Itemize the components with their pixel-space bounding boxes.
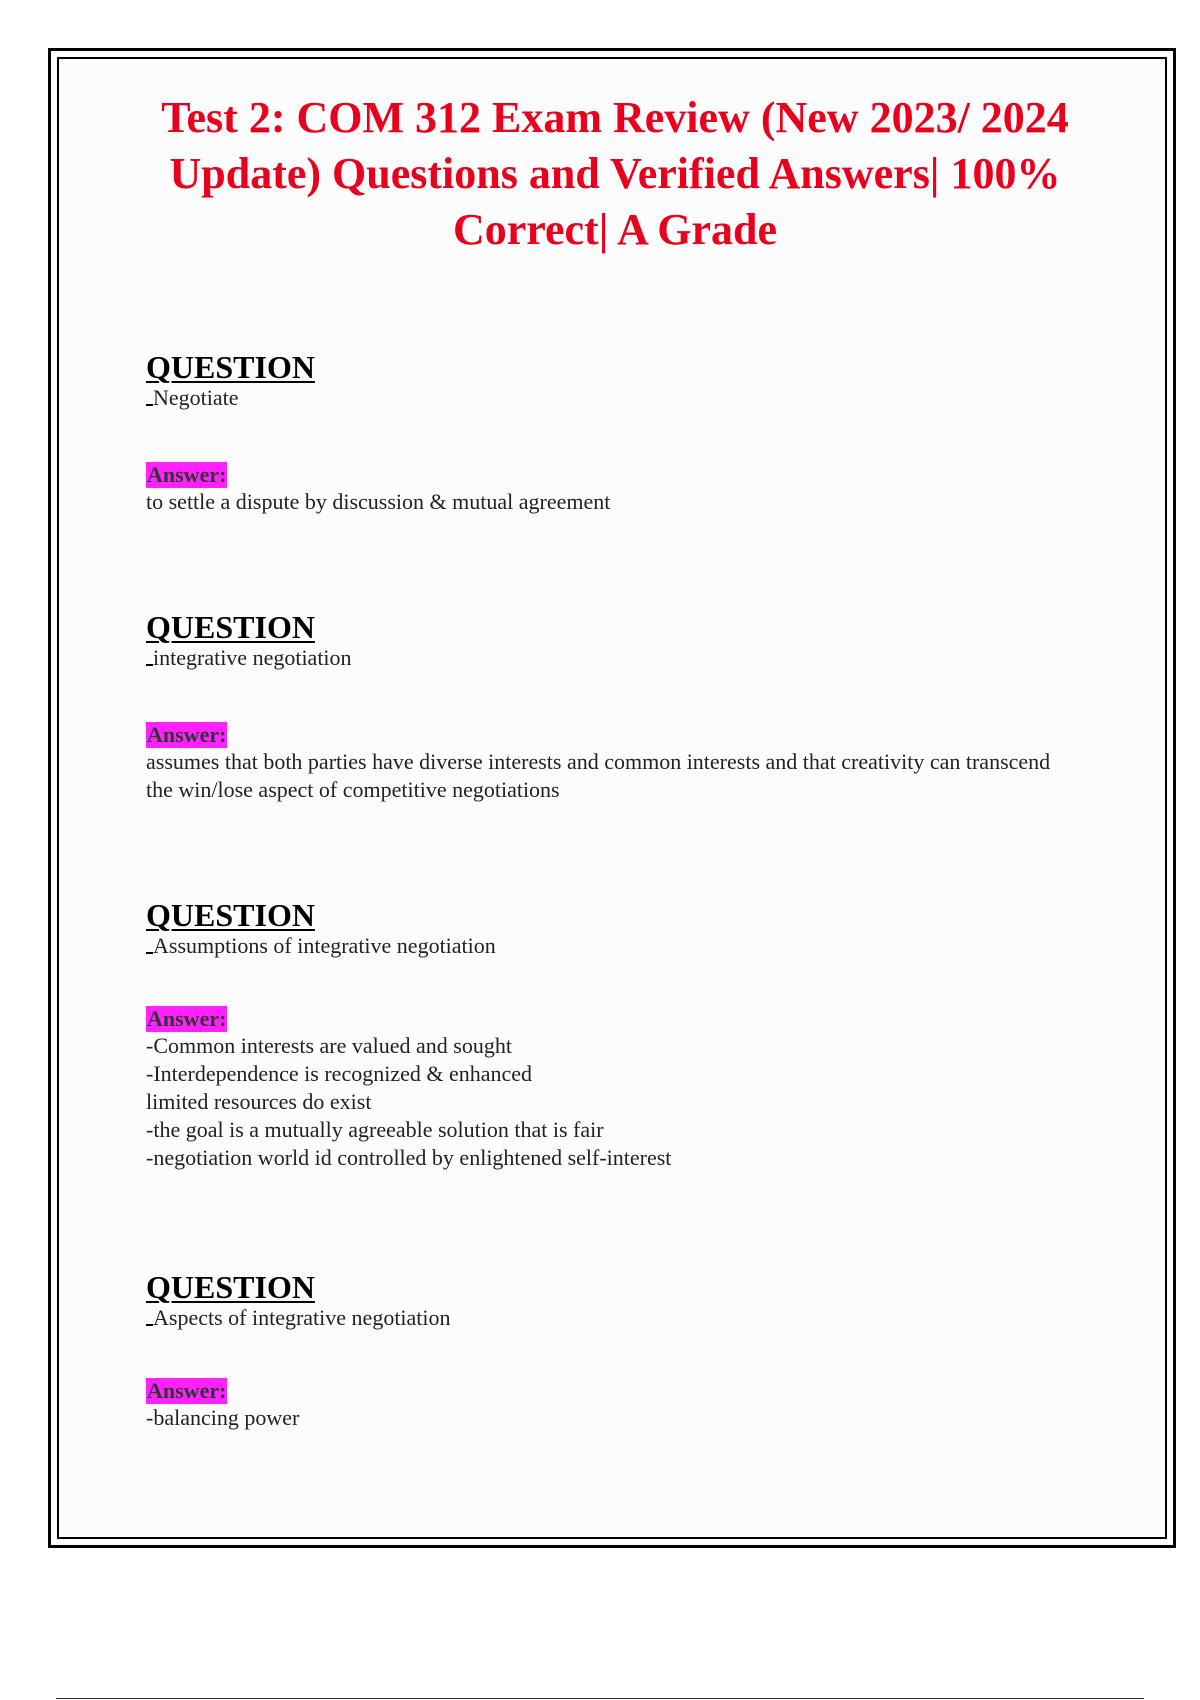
qa-item-2 bbox=[146, 610, 1086, 804]
question-heading: QUESTION bbox=[146, 609, 315, 645]
question-text-row bbox=[146, 384, 1086, 412]
footer-rule bbox=[56, 1698, 1144, 1699]
underscore-marker bbox=[146, 644, 153, 666]
question-text: Aspects of integrative negotiation bbox=[153, 1305, 451, 1330]
answer-line: to settle a dispute by discussion & mutual agreement bbox=[146, 489, 611, 514]
qa-item-3 bbox=[146, 898, 1086, 1172]
question-heading: QUESTION bbox=[146, 1269, 315, 1305]
question-text: Assumptions of integrative negotiation bbox=[153, 933, 496, 958]
answer-line: -the goal is a mutually agreeable solution that is fair bbox=[146, 1117, 604, 1142]
question-text-row bbox=[146, 932, 1086, 960]
answer-text bbox=[146, 748, 1066, 804]
answer-label: Answer: bbox=[147, 462, 227, 487]
answer-line: assumes that both parties have diverse interests and common interests and that creativity can transcend the win/lose aspect of competitive negotiations bbox=[146, 749, 1051, 802]
answer-line: -negotiation world id controlled by enlightened self-interest bbox=[146, 1145, 672, 1170]
answer-label: Answer: bbox=[147, 722, 227, 747]
document-title: Test 2: COM 312 Exam Review (New 2023/ 2024 Update) Questions and Verified Answers| 100% Correct| A Grade bbox=[161, 93, 1069, 254]
underscore-marker bbox=[146, 384, 153, 406]
answer-label: Answer: bbox=[147, 1378, 227, 1403]
question-text-row bbox=[146, 644, 1086, 672]
underscore-marker bbox=[146, 1304, 153, 1326]
answer-text bbox=[146, 488, 1086, 516]
underscore-marker bbox=[146, 932, 153, 954]
answer-text bbox=[146, 1032, 1086, 1172]
qa-item-1 bbox=[146, 350, 1086, 516]
answer-label: Answer: bbox=[147, 1006, 227, 1031]
question-text: integrative negotiation bbox=[153, 645, 352, 670]
answer-line: limited resources do exist bbox=[146, 1089, 372, 1114]
question-text-row bbox=[146, 1304, 1086, 1332]
question-heading: QUESTION bbox=[146, 349, 315, 385]
question-heading: QUESTION bbox=[146, 897, 315, 933]
answer-line: -Common interests are valued and sought bbox=[146, 1033, 512, 1058]
answer-line: -balancing power bbox=[146, 1405, 300, 1430]
qa-item-4 bbox=[146, 1270, 1086, 1432]
answer-line: -Interdependence is recognized & enhanced bbox=[146, 1061, 533, 1086]
answer-text bbox=[146, 1404, 1086, 1432]
question-text: Negotiate bbox=[153, 385, 239, 410]
